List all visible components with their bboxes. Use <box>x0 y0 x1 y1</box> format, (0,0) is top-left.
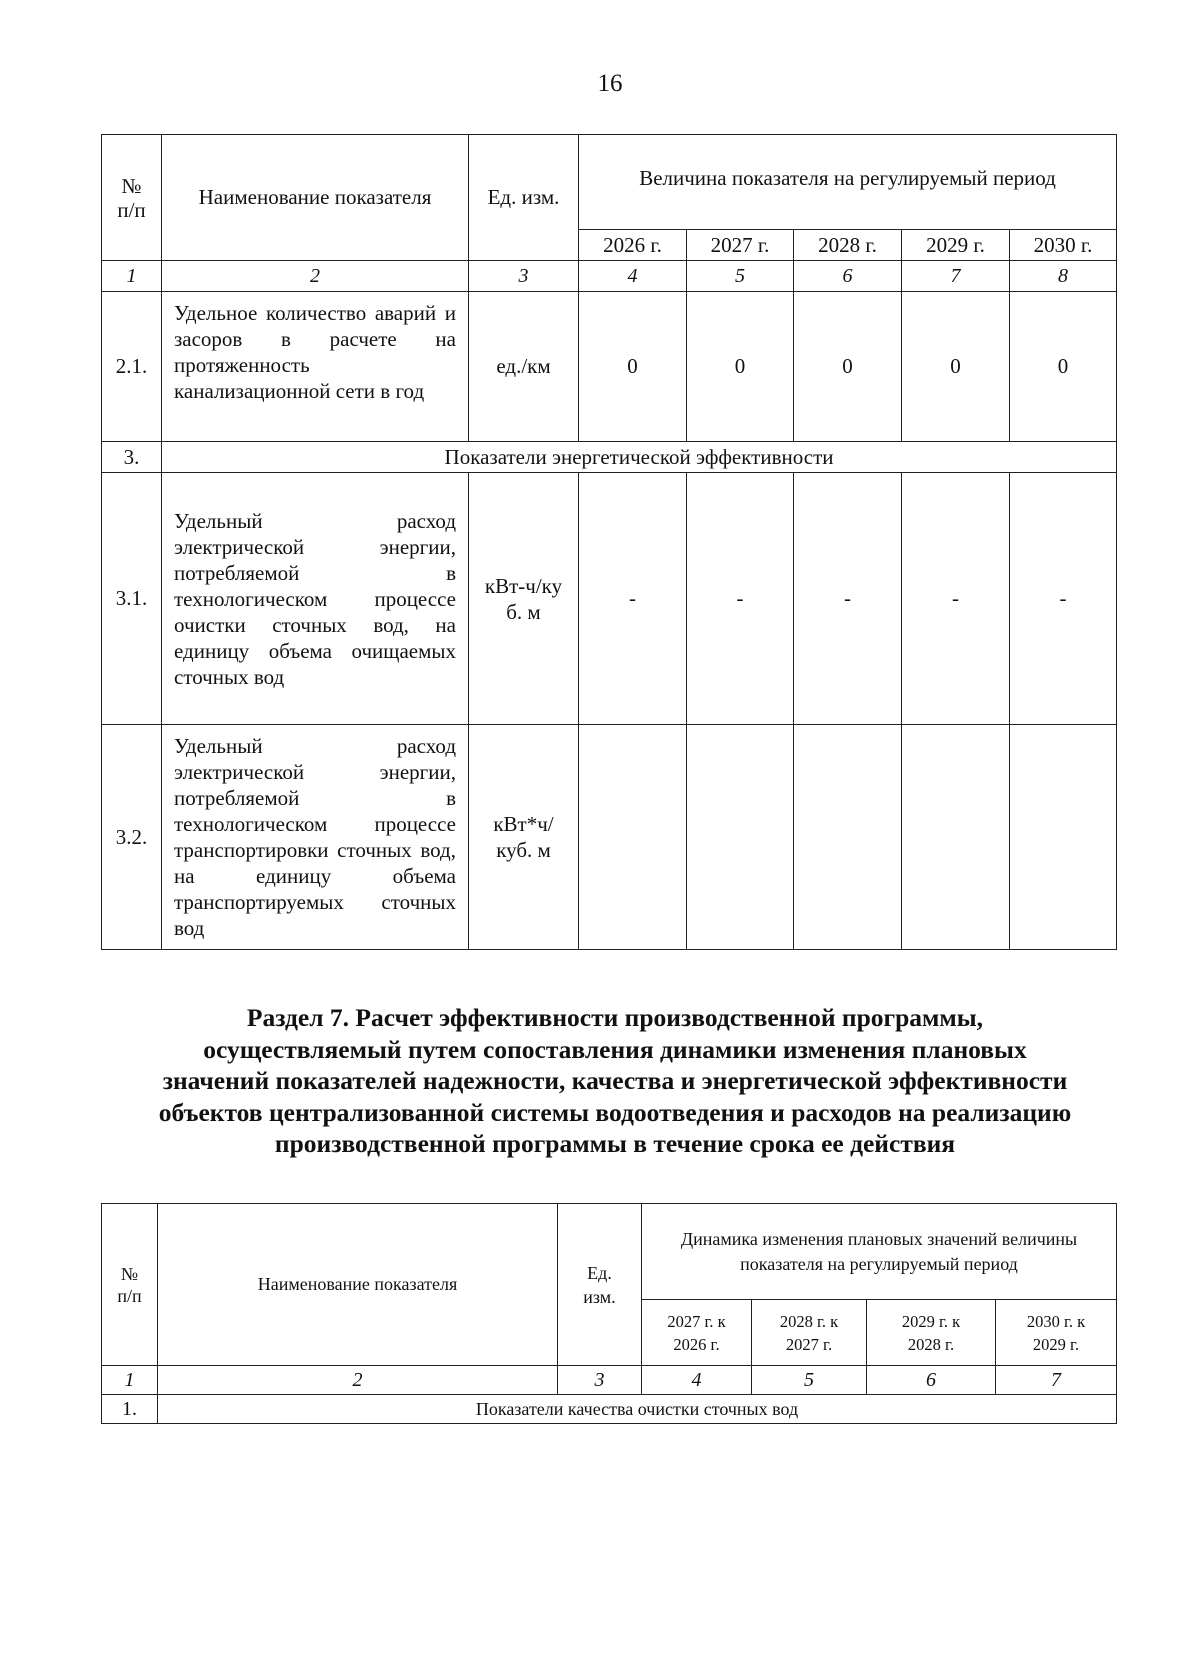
col-num-header: № п/п <box>102 135 162 261</box>
col-dynamics-header: Динамика изменения плановых значений величины показателя на регулируемый период <box>642 1204 1117 1300</box>
row-name: Удельное количество аварий и засоров в расчете на протяженность канализационной сети в год <box>162 292 469 442</box>
row-unit: кВт-ч/ку б. м <box>469 473 579 725</box>
row-value <box>579 725 687 950</box>
column-index: 1 <box>102 261 162 292</box>
indicators-table <box>101 134 1117 950</box>
row-value <box>902 725 1010 950</box>
period-header: 2027 г. к 2026 г. <box>642 1300 752 1366</box>
col-name-header: Наименование показателя <box>158 1204 558 1366</box>
column-index: 6 <box>867 1366 996 1395</box>
column-index: 4 <box>579 261 687 292</box>
row-value: - <box>687 473 794 725</box>
column-index: 7 <box>996 1366 1117 1395</box>
year-header: 2027 г. <box>687 230 794 261</box>
table-row <box>102 725 1117 950</box>
year-header: 2030 г. <box>1010 230 1117 261</box>
column-index: 6 <box>794 261 902 292</box>
row-value: - <box>1010 473 1117 725</box>
col-period-header: Величина показателя на регулируемый период <box>579 135 1117 230</box>
row-value: - <box>794 473 902 725</box>
row-value: 0 <box>687 292 794 442</box>
period-header: 2030 г. к 2029 г. <box>996 1300 1117 1366</box>
table-row <box>102 473 1117 725</box>
row-num: 3. <box>102 442 162 473</box>
column-index: 4 <box>642 1366 752 1395</box>
column-index: 5 <box>752 1366 867 1395</box>
row-value <box>1010 725 1117 950</box>
column-index: 5 <box>687 261 794 292</box>
dynamics-table <box>101 1203 1117 1424</box>
row-name: Удельный расход электрической энергии, потребляемой в технологическом процессе транспортировки сточных вод, на единицу объема транспортируемых сточных вод <box>162 725 469 950</box>
row-value: - <box>579 473 687 725</box>
row-unit: ед./км <box>469 292 579 442</box>
col-num-header: № п/п <box>102 1204 158 1366</box>
col-unit-header: Ед. изм. <box>558 1204 642 1366</box>
period-header: 2029 г. к 2028 г. <box>867 1300 996 1366</box>
row-value: 0 <box>794 292 902 442</box>
year-header: 2028 г. <box>794 230 902 261</box>
col-name-header: Наименование показателя <box>162 135 469 261</box>
page-number: 16 <box>597 70 623 97</box>
row-value: 0 <box>902 292 1010 442</box>
row-name: Удельный расход электрической энергии, потребляемой в технологическом процессе очистки сточных вод, на единицу объема очищаемых сточных вод <box>162 473 469 725</box>
row-unit: кВт*ч/ куб. м <box>469 725 579 950</box>
column-index: 1 <box>102 1366 158 1395</box>
column-index: 2 <box>162 261 469 292</box>
section-row <box>102 1395 1117 1424</box>
row-num: 3.1. <box>102 473 162 725</box>
col-unit-header: Ед. изм. <box>469 135 579 261</box>
row-value <box>687 725 794 950</box>
column-index: 8 <box>1010 261 1117 292</box>
row-value: 0 <box>1010 292 1117 442</box>
period-header: 2028 г. к 2027 г. <box>752 1300 867 1366</box>
section-title: Показатели энергетической эффективности <box>162 442 1117 473</box>
column-index: 2 <box>158 1366 558 1395</box>
row-value <box>794 725 902 950</box>
row-num: 2.1. <box>102 292 162 442</box>
table-row <box>102 292 1117 442</box>
section-row <box>102 442 1117 473</box>
column-index: 3 <box>469 261 579 292</box>
row-num: 1. <box>102 1395 158 1424</box>
section-title: Показатели качества очистки сточных вод <box>158 1395 1117 1424</box>
row-value: - <box>902 473 1010 725</box>
row-num: 3.2. <box>102 725 162 950</box>
section-7-heading: Раздел 7. Расчет эффективности производственной программы, осуществляемый путем сопоставления динамики изменения плановых значений показателей надежности, качества и энергетической эффективности объектов централизованной системы водоотведения и расходов на реализацию производственной программы в течение срока ее действия <box>158 1003 1072 1158</box>
column-index: 3 <box>558 1366 642 1395</box>
column-index: 7 <box>902 261 1010 292</box>
year-header: 2026 г. <box>579 230 687 261</box>
row-value: 0 <box>579 292 687 442</box>
year-header: 2029 г. <box>902 230 1010 261</box>
